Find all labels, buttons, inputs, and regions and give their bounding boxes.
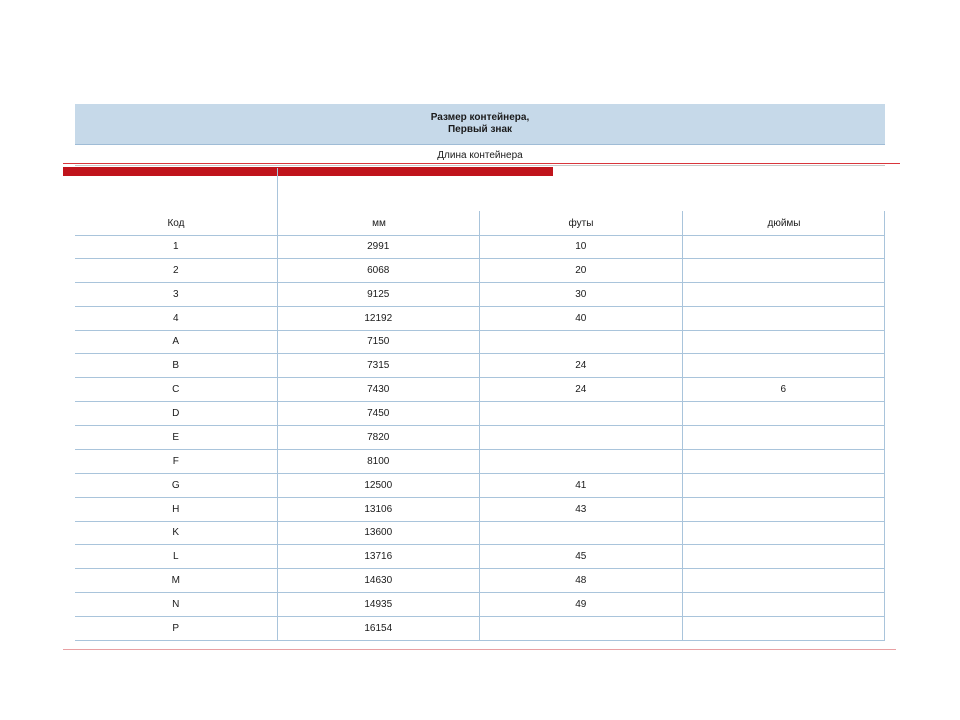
cell-ft: 41: [480, 474, 683, 497]
bottom-rule: [63, 649, 896, 650]
cell-ft: [480, 617, 683, 640]
cell-in: [683, 474, 886, 497]
cell-code: 1: [75, 236, 278, 258]
cell-code: N: [75, 593, 278, 616]
cell-ft: 30: [480, 283, 683, 306]
cell-mm: 2991: [278, 236, 481, 258]
table-row: [75, 569, 885, 593]
cell-mm: 12500: [278, 474, 481, 497]
cell-code: M: [75, 569, 278, 592]
cell-code: A: [75, 331, 278, 354]
cell-code: B: [75, 354, 278, 377]
table-row: [75, 235, 885, 259]
column-header-code: Код: [167, 217, 185, 229]
cell-mm: 7820: [278, 426, 481, 449]
red-rule: [63, 163, 900, 164]
cell-code: L: [75, 545, 278, 568]
table-row: [75, 378, 885, 402]
column-header-ft: футы: [568, 217, 594, 229]
cell-in: [683, 617, 886, 640]
table-row: [75, 331, 885, 355]
table-row: [75, 617, 885, 641]
cell-code: 4: [75, 307, 278, 330]
table-subtitle: Длина контейнера: [437, 149, 523, 161]
cell-in: [683, 283, 886, 306]
cell-mm: 6068: [278, 259, 481, 282]
cell-ft: 24: [480, 378, 683, 401]
table-row: [75, 498, 885, 522]
cell-mm: 14935: [278, 593, 481, 616]
cell-ft: 45: [480, 545, 683, 568]
cell-mm: 13600: [278, 522, 481, 545]
cell-in: [683, 426, 886, 449]
cell-code: F: [75, 450, 278, 473]
cell-in: [683, 307, 886, 330]
cell-in: [683, 545, 886, 568]
cell-in: [683, 259, 886, 282]
table-title-line-1: Размер контейнера,: [430, 112, 530, 123]
cell-in: [683, 236, 886, 258]
cell-mm: 7315: [278, 354, 481, 377]
table-row: [75, 307, 885, 331]
cell-ft: 43: [480, 498, 683, 521]
table-row: [75, 402, 885, 426]
cell-ft: 40: [480, 307, 683, 330]
gray-rule: [75, 165, 885, 166]
red-accent-bar: [63, 167, 553, 176]
cell-ft: 24: [480, 354, 683, 377]
cell-ft: [480, 450, 683, 473]
cell-ft: [480, 331, 683, 354]
table-title-band: [75, 104, 885, 145]
cell-code: D: [75, 402, 278, 425]
cell-code: P: [75, 617, 278, 640]
cell-mm: 8100: [278, 450, 481, 473]
table-row: [75, 522, 885, 546]
column-header-in: дюймы: [767, 217, 801, 229]
cell-in: [683, 354, 886, 377]
table-row: [75, 545, 885, 569]
table-row: [75, 593, 885, 617]
cell-in: [683, 498, 886, 521]
table-row: [75, 354, 885, 378]
column-header-mm: мм: [372, 217, 386, 229]
cell-code: K: [75, 522, 278, 545]
cell-in: [683, 402, 886, 425]
cell-mm: 12192: [278, 307, 481, 330]
table-row: [75, 283, 885, 307]
cell-ft: [480, 426, 683, 449]
cell-in: 6: [683, 378, 886, 401]
cell-mm: 16154: [278, 617, 481, 640]
cell-ft: [480, 402, 683, 425]
cell-in: [683, 593, 886, 616]
cell-mm: 9125: [278, 283, 481, 306]
cell-ft: 49: [480, 593, 683, 616]
data-table: [75, 235, 885, 641]
cell-ft: 48: [480, 569, 683, 592]
cell-ft: 20: [480, 259, 683, 282]
cell-mm: 7150: [278, 331, 481, 354]
table-row: [75, 450, 885, 474]
cell-in: [683, 522, 886, 545]
cell-mm: 13716: [278, 545, 481, 568]
table-row: [75, 426, 885, 450]
cell-in: [683, 569, 886, 592]
cell-in: [683, 331, 886, 354]
cell-code: H: [75, 498, 278, 521]
cell-code: 2: [75, 259, 278, 282]
table-title-line-2: Первый знак: [447, 124, 513, 135]
cell-mm: 14630: [278, 569, 481, 592]
cell-in: [683, 450, 886, 473]
cell-mm: 7450: [278, 402, 481, 425]
cell-code: C: [75, 378, 278, 401]
table-row: [75, 259, 885, 283]
cell-mm: 7430: [278, 378, 481, 401]
table-row: [75, 474, 885, 498]
cell-code: 3: [75, 283, 278, 306]
cell-code: E: [75, 426, 278, 449]
cell-ft: [480, 522, 683, 545]
cell-code: G: [75, 474, 278, 497]
cell-ft: 10: [480, 236, 683, 258]
cell-mm: 13106: [278, 498, 481, 521]
